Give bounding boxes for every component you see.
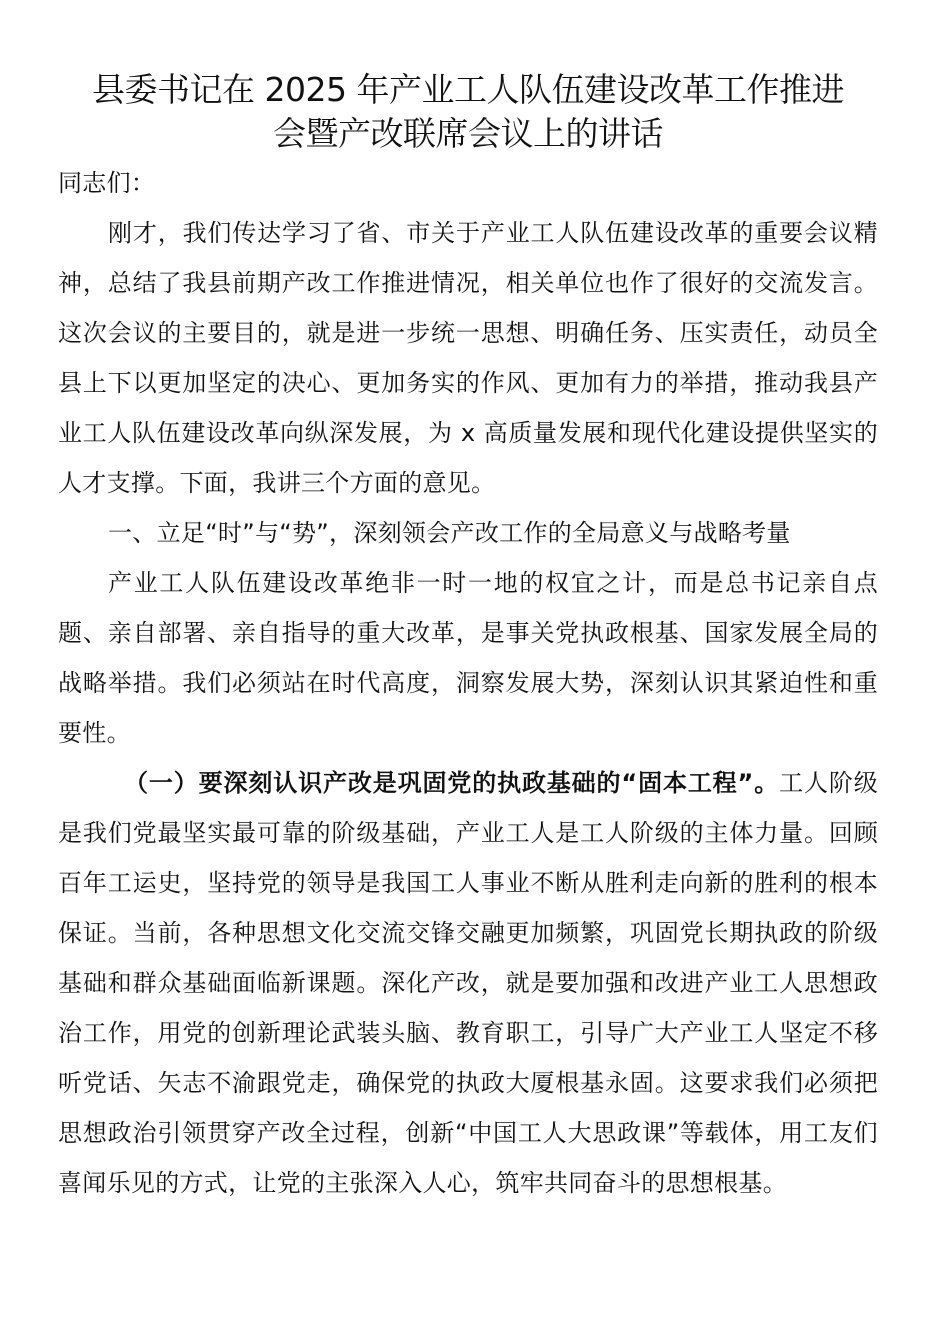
section-1-heading: 一、立足“时”与“势”，深刻领会产改工作的全局意义与战略考量	[108, 519, 791, 547]
section-1-intro-paragraph: 产业工人队伍建设改革绝非一时一地的权宜之计，而是总书记亲自点题、亲自部署、亲自指导的重大改革，是事关党执政根基、国家发展全局的战略举措。我们必须站在时代高度，洞察发展大势，深刻认识其紧迫性和重要性。	[58, 569, 878, 747]
document-page	[58, 68, 878, 1208]
opening-paragraph: 刚才，我们传达学习了省、市关于产业工人队伍建设改革的重要会议精神，总结了我县前期产改工作推进情况，相关单位也作了很好的交流发言。这次会议的主要目的，就是进一步统一思想、明确任务、压实责任，动员全县上下以更加坚定的决心、更加务实的作风、更加有力的举措，推动我县产业工人队伍建设改革向纵深发展，为 x 高质量发展和现代化建设提供坚实的人才支撑。下面，我讲三个方面的意见。	[58, 219, 878, 497]
subsection-1-body: 工人阶级是我们党最坚实最可靠的阶级基础，产业工人是工人阶级的主体力量。回顾百年工运史，坚持党的领导是我国工人事业不断从胜利走向新的胜利的根本保证。当前，各种思想文化交流交锋交融更加频繁，巩固党长期执政的阶级基础和群众基础面临新课题。深化产改，就是要加强和改进产业工人思想政治工作，用党的创新理论武装头脑、教育职工，引导广大产业工人坚定不移听党话、矢志不渝跟党走，确保党的执政大厦根基永固。这要求我们必须把思想政治引领贯穿产改全过程，创新“中国工人大思政课”等载体，用工友们喜闻乐见的方式，让党的主张深入人心，筑牢共同奋斗的思想根基。	[58, 769, 878, 1197]
document-title	[58, 68, 878, 156]
title-line-1: 县委书记在 2025 年产业工人队伍建设改革工作推进	[92, 70, 844, 109]
title-line-2: 会暨产改联席会议上的讲话	[273, 114, 663, 153]
subsection-1-paragraph	[58, 758, 878, 1208]
salutation: 同志们：	[58, 169, 156, 197]
subsection-1-heading: （一）要深刻认识产改是巩固党的执政基础的“固本工程”。	[124, 769, 780, 797]
